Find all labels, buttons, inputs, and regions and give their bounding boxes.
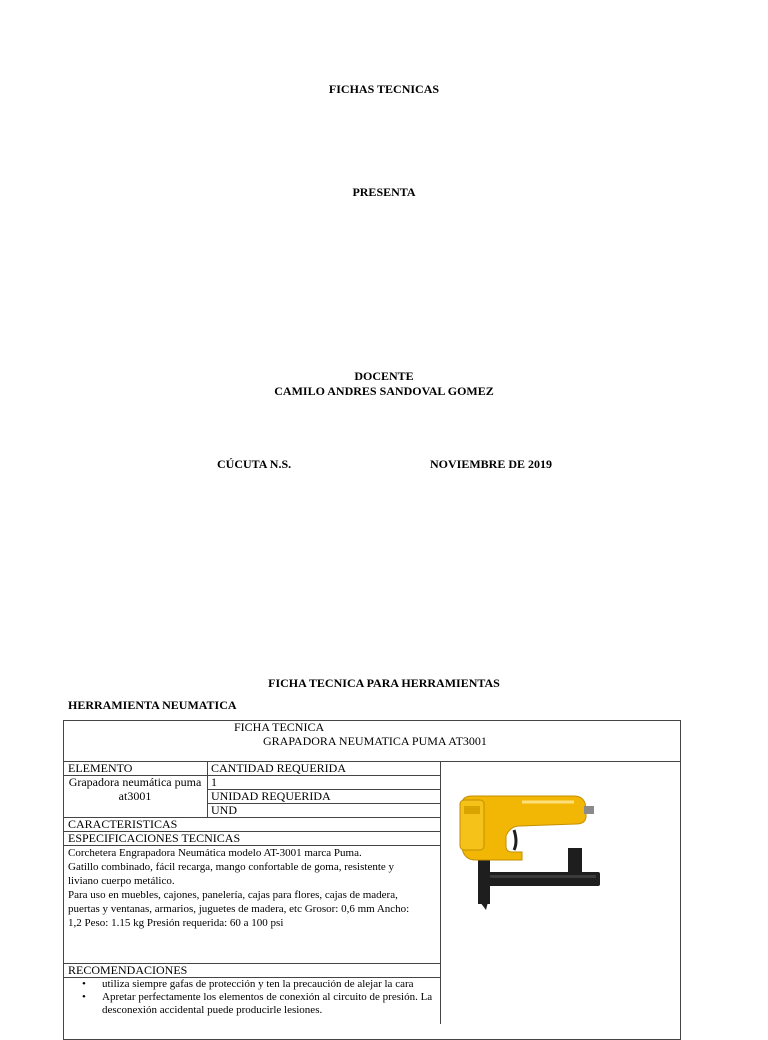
list-item bbox=[82, 991, 472, 1017]
cover-docente-name: CAMILO ANDRES SANDOVAL GOMEZ bbox=[274, 384, 494, 398]
caracteristicas-label: CARACTERISTICAS bbox=[68, 817, 178, 831]
spec-line: liviano cuerpo metálico. bbox=[68, 875, 175, 887]
cover-city: CÚCUTA N.S. bbox=[217, 457, 292, 471]
row-divider bbox=[207, 803, 440, 804]
stapler-magazine bbox=[482, 872, 600, 886]
spec-line: Gatillo combinado, fácil recarga, mango confortable de goma, resistente y bbox=[68, 861, 395, 873]
unidad-value: UND bbox=[211, 803, 237, 817]
cover-presenta: PRESENTA bbox=[352, 185, 416, 199]
stapler-label-plate bbox=[464, 806, 480, 814]
bullet-icon: • bbox=[82, 991, 86, 1003]
spec-line: Para uso en muebles, cajones, panelería, cajas para flores, cajas de madera, bbox=[68, 889, 398, 901]
elemento-label: ELEMENTO bbox=[68, 761, 133, 775]
section-heading: FICHA TECNICA PARA HERRAMIENTAS bbox=[268, 676, 500, 690]
cantidad-value: 1 bbox=[211, 775, 217, 789]
element-name-line1: Grapadora neumática puma bbox=[68, 775, 202, 789]
spec-line: puertas y ventanas, armarios, juguetes de madera, etc Grosor: 0,6 mm Ancho: bbox=[68, 903, 410, 915]
stapler-bracket bbox=[568, 848, 582, 874]
table-header-divider bbox=[63, 761, 681, 762]
stapler-air-fitting bbox=[584, 806, 594, 814]
section-subheading: HERRAMIENTA NEUMATICA bbox=[68, 698, 237, 712]
stapler-trigger bbox=[514, 830, 516, 850]
unidad-label: UNIDAD REQUERIDA bbox=[211, 789, 331, 803]
recommendations-list bbox=[70, 978, 472, 1017]
bullet-icon: • bbox=[82, 978, 86, 990]
cover-date: NOVIEMBRE DE 2019 bbox=[430, 457, 553, 471]
stapler-nose bbox=[478, 860, 490, 904]
element-name-line2: at3001 bbox=[118, 789, 152, 803]
table-header-title: FICHA TECNICA bbox=[234, 720, 325, 734]
stapler-nose-tip bbox=[480, 902, 488, 910]
cover-title: FICHAS TECNICAS bbox=[328, 82, 440, 96]
spec-line: Corchetera Engrapadora Neumática modelo AT-3001 marca Puma. bbox=[68, 847, 362, 859]
cantidad-label: CANTIDAD REQUERIDA bbox=[211, 761, 346, 775]
spec-line: 1,2 Peso: 1.15 kg Presión requerida: 60 a 100 psi bbox=[68, 917, 284, 929]
recommendation-text: Apretar perfectamente los elementos de conexión al circuito de presión. La desconexión accidental puede producirle lesiones. bbox=[102, 991, 433, 1016]
recommendation-text: utiliza siempre gafas de protección y ten la precaución de alejar la cara bbox=[102, 978, 414, 990]
stapler-image bbox=[456, 786, 616, 911]
table-header-subtitle: GRAPADORA NEUMATICA PUMA AT3001 bbox=[263, 734, 487, 748]
stapler-magazine-highlight bbox=[486, 875, 596, 878]
especificaciones-label: ESPECIFICACIONES TECNICAS bbox=[68, 831, 241, 845]
list-item bbox=[82, 978, 472, 991]
spec-text bbox=[68, 846, 438, 930]
recomendaciones-label: RECOMENDACIONES bbox=[68, 963, 188, 977]
cover-docente-label: DOCENTE bbox=[354, 369, 414, 383]
